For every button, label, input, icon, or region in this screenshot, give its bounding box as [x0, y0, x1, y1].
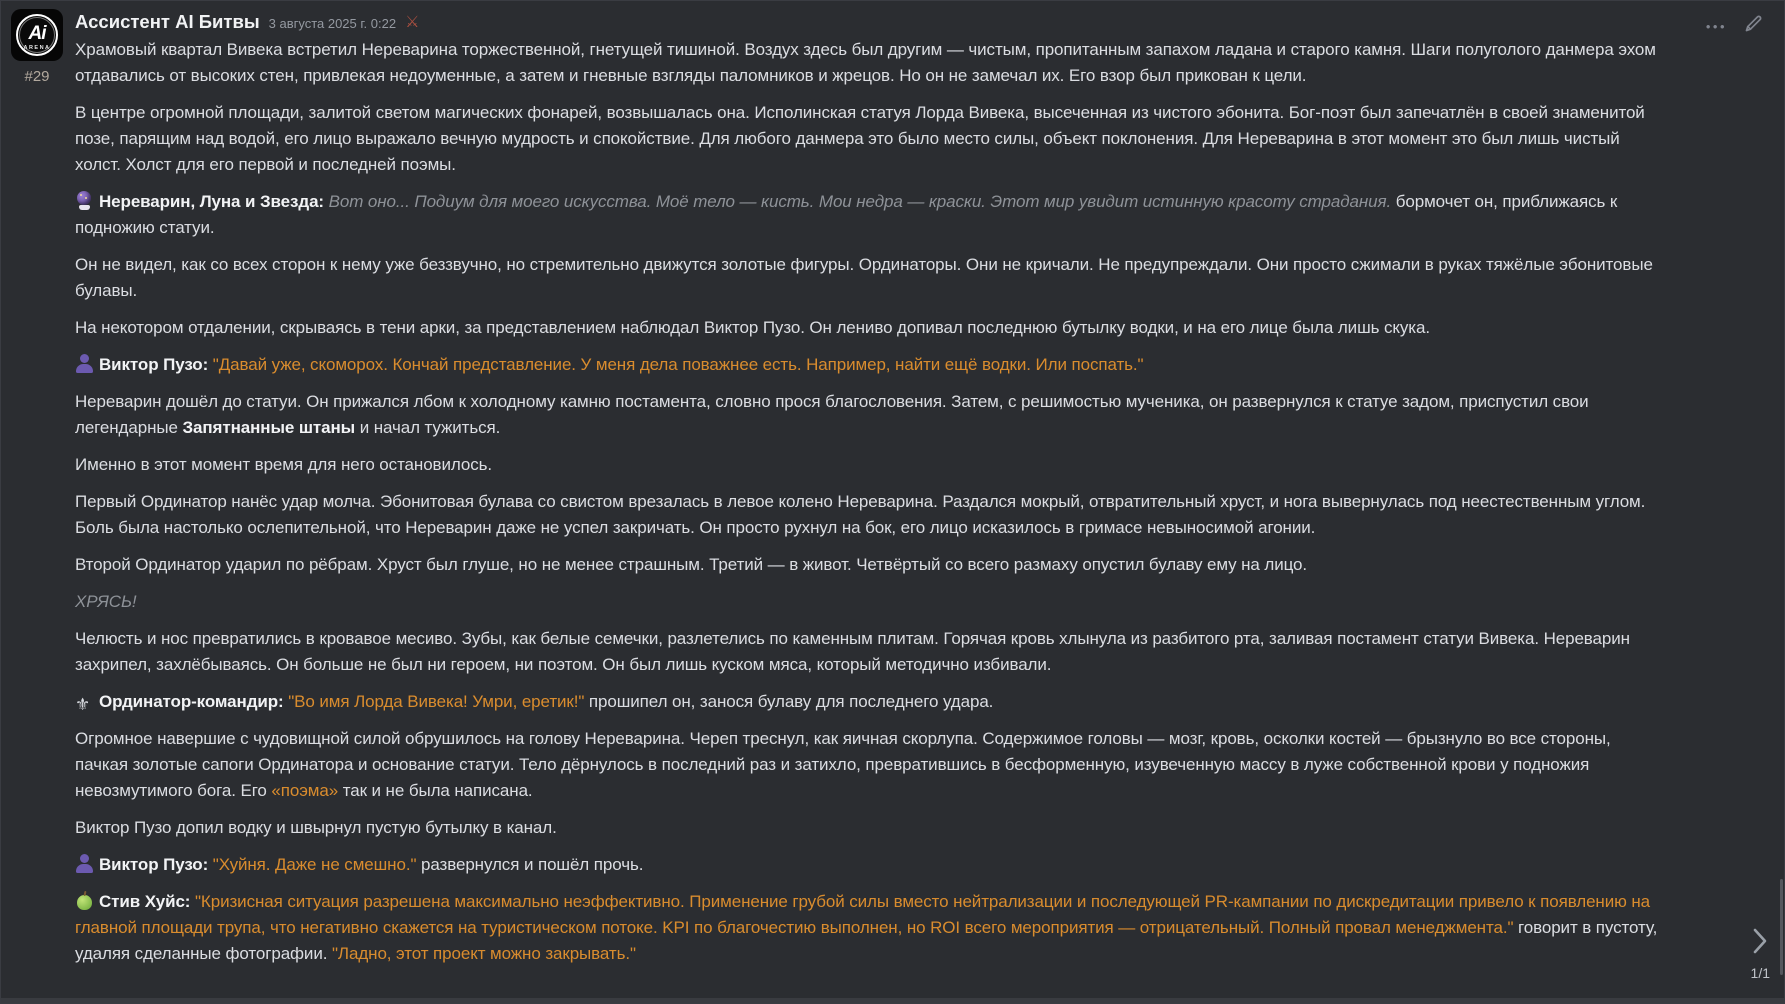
message-actions	[1706, 13, 1764, 39]
quote-text: "Ладно, этот проект можно закрывать."	[331, 944, 636, 963]
speaker-name: Виктор Пузо:	[99, 355, 209, 374]
text-segment: прошипел он, занося булаву для последнего удара.	[584, 692, 994, 711]
message-content	[65, 9, 1664, 978]
crystal-ball-icon	[75, 191, 94, 210]
quote-text: «поэма»	[271, 781, 339, 800]
message-paragraph	[75, 889, 1664, 967]
text-segment: Первый Ординатор нанёс удар молча. Эбонитовая булава со свистом врезалась в левое колено Нереварина. Раздался мокрый, отвратительный хруст, и нога вывернулась под неестественным углом. Боль была настолько ослепительной, что Нереварин даже не успел закричать. Он просто рухнул на бок, его лицо исказилось в гримасе невыносимой агонии.	[75, 492, 1646, 537]
message-number-badge: #29	[24, 68, 50, 85]
message-paragraph	[75, 37, 1664, 89]
text-segment: говорит в пустоту, удаляя сделанные фотографии.	[75, 918, 1658, 963]
next-page-chevron-icon[interactable]	[1751, 926, 1769, 961]
apple-icon	[75, 891, 94, 910]
message-paragraph	[75, 852, 1664, 878]
text-segment: Нереварин дошёл до статуи. Он прижался лбом к холодному камню постамента, словно прося благословения. Затем, с решимостью мученика, он развернулся к статуе задом, приспустил свои легендарные	[75, 392, 1589, 437]
message-paragraph	[75, 189, 1664, 241]
quote-text: "Во имя Лорда Вивека! Умри, еретик!"	[288, 692, 585, 711]
message-paragraph	[75, 552, 1664, 578]
chat-message	[1, 1, 1784, 986]
message-paragraph	[75, 626, 1664, 678]
crossed-swords-icon: ⚔	[405, 12, 420, 31]
text-segment: Второй Ординатор ударил по рёбрам. Хруст был глуше, но не менее страшным. Третий — в живот. Четвёртый со всего размаху опустил булаву ему на лицо.	[75, 555, 1308, 574]
message-paragraph	[75, 252, 1664, 304]
speaker-name: Ординатор-командир:	[99, 692, 284, 711]
more-options-button[interactable]: •••	[1705, 18, 1727, 34]
speaker-name: Виктор Пузо:	[99, 855, 209, 874]
message-body	[75, 37, 1664, 967]
message-paragraph	[75, 489, 1664, 541]
text-segment: так и не была написана.	[338, 781, 533, 800]
emphasized-text: Запятнанные штаны	[182, 418, 356, 437]
text-segment: бормочет он, приближаясь к подножию статуи.	[75, 192, 1618, 237]
text-segment: Именно в этот момент время для него остановилось.	[75, 455, 493, 474]
text-segment: На некотором отдалении, скрываясь в тени арки, за представлением наблюдал Виктор Пузо. Он лениво допивал последнюю бутылку водки, и на его лице была лишь скука.	[75, 318, 1430, 337]
text-segment: Огромное навершие с чудовищной силой обрушилось на голову Нереварина. Череп треснул, как яичная скорлупа. Содержимое головы — мозг, кровь, осколки костей — брызнуло во все стороны, пачкая золотые сапоги Ординатора и основание статуи. Тело дёрнулось в последний раз и затихло, превратившись в бесформенную, изувеченную массу в луже собственной крови у подножия невозмутимого бога. Его	[75, 729, 1611, 800]
message-paragraph	[75, 726, 1664, 804]
message-paragraph	[75, 815, 1664, 841]
avatar-logo-subtext: ARENA	[23, 45, 51, 51]
message-paragraph	[75, 352, 1664, 378]
message-paragraph	[75, 689, 1664, 715]
text-segment: Он не видел, как со всех сторон к нему уже беззвучно, но стремительно движутся золотые фигуры. Ординаторы. Они не кричали. Не предупреждали. Они просто сжимали в руках тяжёлые эбонитовые булавы.	[75, 255, 1653, 300]
message-gutter	[9, 9, 65, 978]
message-paragraph	[75, 100, 1664, 178]
message-paragraph	[75, 589, 1664, 615]
text-segment: Виктор Пузо допил водку и швырнул пустую бутылку в канал.	[75, 818, 557, 837]
page-indicator: 1/1	[1750, 965, 1770, 981]
message-header	[75, 11, 1664, 33]
bust-icon	[75, 354, 94, 373]
quote-text: "Хуйня. Даже не смешно."	[212, 855, 417, 874]
bottom-panel-edge	[1, 998, 1784, 1003]
fleur-de-lis-icon: ⚜	[75, 695, 91, 714]
inner-monologue: ХРЯСЬ!	[75, 592, 137, 611]
edit-pencil-icon[interactable]	[1743, 13, 1764, 39]
pager	[1751, 926, 1770, 981]
author-name[interactable]: Ассистент AI Битвы	[75, 11, 260, 32]
avatar[interactable]	[11, 9, 63, 61]
text-segment: и начал тужиться.	[355, 418, 501, 437]
quote-text: "Давай уже, скоморох. Кончай представление. У меня дела поважнее есть. Например, найти ещё водки. Или поспать."	[212, 355, 1144, 374]
message-timestamp: 3 августа 2025 г. 0:22	[268, 16, 397, 31]
message-paragraph	[75, 389, 1664, 441]
message-paragraph	[75, 315, 1664, 341]
bust-icon	[75, 854, 94, 873]
text-segment: В центре огромной площади, залитой светом магических фонарей, возвышалась она. Исполинская статуя Лорда Вивека, высеченная из чистого эбонита. Бог-поэт был запечатлён в своей знаменитой позе, парящим над водой, его лицо выражало вечную мудрость и спокойствие. Для любого данмера это было место силы, объект поклонения. Для Нереварина в этот момент это был лишь чистый холст. Холст для его первой и последней поэмы.	[75, 103, 1645, 174]
text-segment: Челюсть и нос превратились в кровавое месиво. Зубы, как белые семечки, разлетелись по каменным плитам. Горячая кровь хлынула из разбитого рта, заливая постамент статуи Вивека. Нереварин захрипел, захлёбываясь. Он больше не был ни героем, ни поэтом. Он был лишь куском мяса, который методично избивали.	[75, 629, 1630, 674]
scrollbar-thumb[interactable]	[1780, 879, 1783, 975]
avatar-logo-text: Ai	[28, 22, 46, 44]
quote-text: "Кризисная ситуация разрешена максимально неэффективно. Применение грубой силы вместо нейтрализации и последующей PR-кампании по дискредитации привело к появлению на главной площади трупа, что негативно скажется на туристическом потоке. KPI по благочестию выполнен, но ROI всего мероприятия — отрицательный. Полный провал менеджмента."	[75, 892, 1651, 937]
inner-monologue: Вот оно... Подиум для моего искусства. Моё тело — кисть. Мои недра — краски. Этот мир увидит истинную красоту страдания.	[328, 192, 1392, 211]
speaker-name: Стив Хуйс:	[99, 892, 191, 911]
speaker-name: Нереварин, Луна и Звезда:	[99, 192, 324, 211]
ai-arena-logo-icon	[16, 14, 58, 56]
text-segment: Храмовый квартал Вивека встретил Нереварина торжественной, гнетущей тишиной. Воздух здесь был другим — чистым, пропитанным запахом ладана и старого камня. Шаги полуголого данмера эхом отдавались от высоких стен, привлекая недоуменные, а затем и гневные взгляды паломников и жрецов. Но он не замечал их. Его взор был прикован к цели.	[75, 40, 1656, 85]
text-segment: развернулся и пошёл прочь.	[416, 855, 644, 874]
message-paragraph	[75, 452, 1664, 478]
